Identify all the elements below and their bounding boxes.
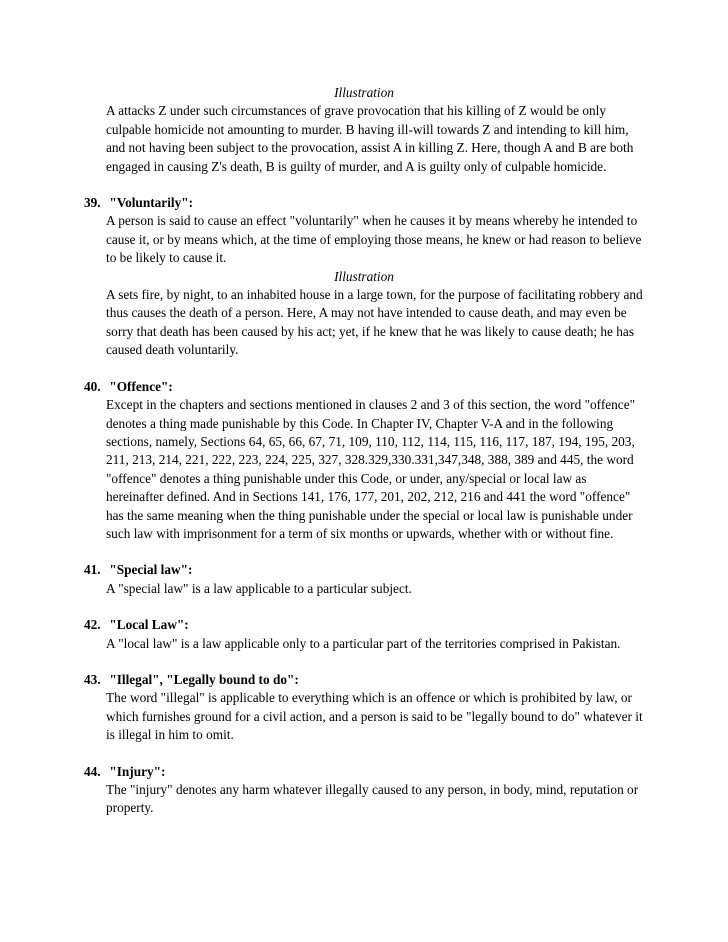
section-title: "Offence": — [109, 378, 173, 394]
illustration-label: Illustration — [334, 85, 394, 100]
section-number: 40. — [84, 378, 101, 394]
illustration-label: Illustration — [334, 268, 394, 284]
section-number: 42. — [84, 617, 101, 633]
section-40 — [0, 378, 728, 544]
section-heading — [84, 561, 728, 579]
section-heading — [84, 671, 728, 689]
section-41 — [0, 561, 728, 598]
section-title: "Injury": — [109, 763, 166, 779]
section-number: 41. — [84, 562, 101, 578]
section-text: A person is said to cause an effect "voluntarily" when he causes it by means whereby he intended to cause it, or by means which, at the time of employing those means, he knew or had reason to believe to be likely to cause it. — [106, 213, 642, 266]
section-number: 43. — [84, 671, 101, 687]
section-heading — [84, 616, 728, 634]
section-text: The word "illegal" is applicable to everything which is an offence or which is prohibited by law, or which furnishes ground for a civil action, and a person is said to be "legally bound to do" whatever it is illegal in him to omit. — [106, 690, 643, 743]
section-title: "Special law": — [109, 562, 193, 578]
section-title: "Illegal", "Legally bound to do": — [109, 671, 299, 687]
illustration-text: A sets fire, by night, to an inhabited house in a large town, for the purpose of facilitating robbery and thus causes the death of a person. Here, A may not have intended to cause death, and may even be sorry that death has been caused by his act; yet, if he knew that he was likely to cause death; he has caused death voluntarily. — [106, 287, 643, 358]
section-text: Except in the chapters and sections mentioned in clauses 2 and 3 of this section, the word "offence" denotes a thing made punishable by this Code. In Chapter IV, Chapter V-A and in the following sections, namely, Sections 64, 65, 66, 67, 71, 109, 110, 112, 114, 115, 116, 117, 187, 194, 195, 203, 211, 213, 214, 221, 222, 223, 224, 225, 327, 328.329,330.331,347,348, 388, 389 and 445, the word "offence" denotes a thing punishable under this Code, or under, any/special or local law as hereinafter defined. And in Sections 141, 176, 177, 201, 202, 212, 216 and 441 the word "offence" has the same meaning when the thing punishable under the special or local law is punishable under such law with imprisonment for a term of six months or upwards, whether with or without fine. — [106, 397, 636, 541]
section-heading — [84, 763, 728, 781]
intro-illustration — [0, 84, 728, 176]
section-number: 39. — [84, 195, 101, 211]
section-text: The "injury" denotes any harm whatever illegally caused to any person, in body, mind, reputation or property. — [106, 782, 639, 816]
section-title: "Local Law": — [109, 617, 189, 633]
section-43 — [0, 671, 728, 745]
section-42 — [0, 616, 728, 653]
illustration-text: A attacks Z under such circumstances of grave provocation that his killing of Z would be only culpable homicide not amounting to murder. B having ill-will towards Z and intending to kill him, and not having been subject to the provocation, assist A in killing Z. Here, though A and B are both engaged in causing Z's death, B is guilty of murder, and A is guilty only of culpable homicide. — [106, 103, 634, 174]
section-44 — [0, 763, 728, 818]
section-39 — [0, 194, 728, 360]
section-heading — [84, 378, 728, 396]
section-text: A "special law" is a law applicable to a particular subject. — [106, 580, 412, 596]
section-heading — [84, 194, 728, 212]
section-text: A "local law" is a law applicable only to a particular part of the territories comprised in Pakistan. — [106, 635, 621, 651]
section-title: "Voluntarily": — [109, 195, 194, 211]
section-number: 44. — [84, 763, 101, 779]
